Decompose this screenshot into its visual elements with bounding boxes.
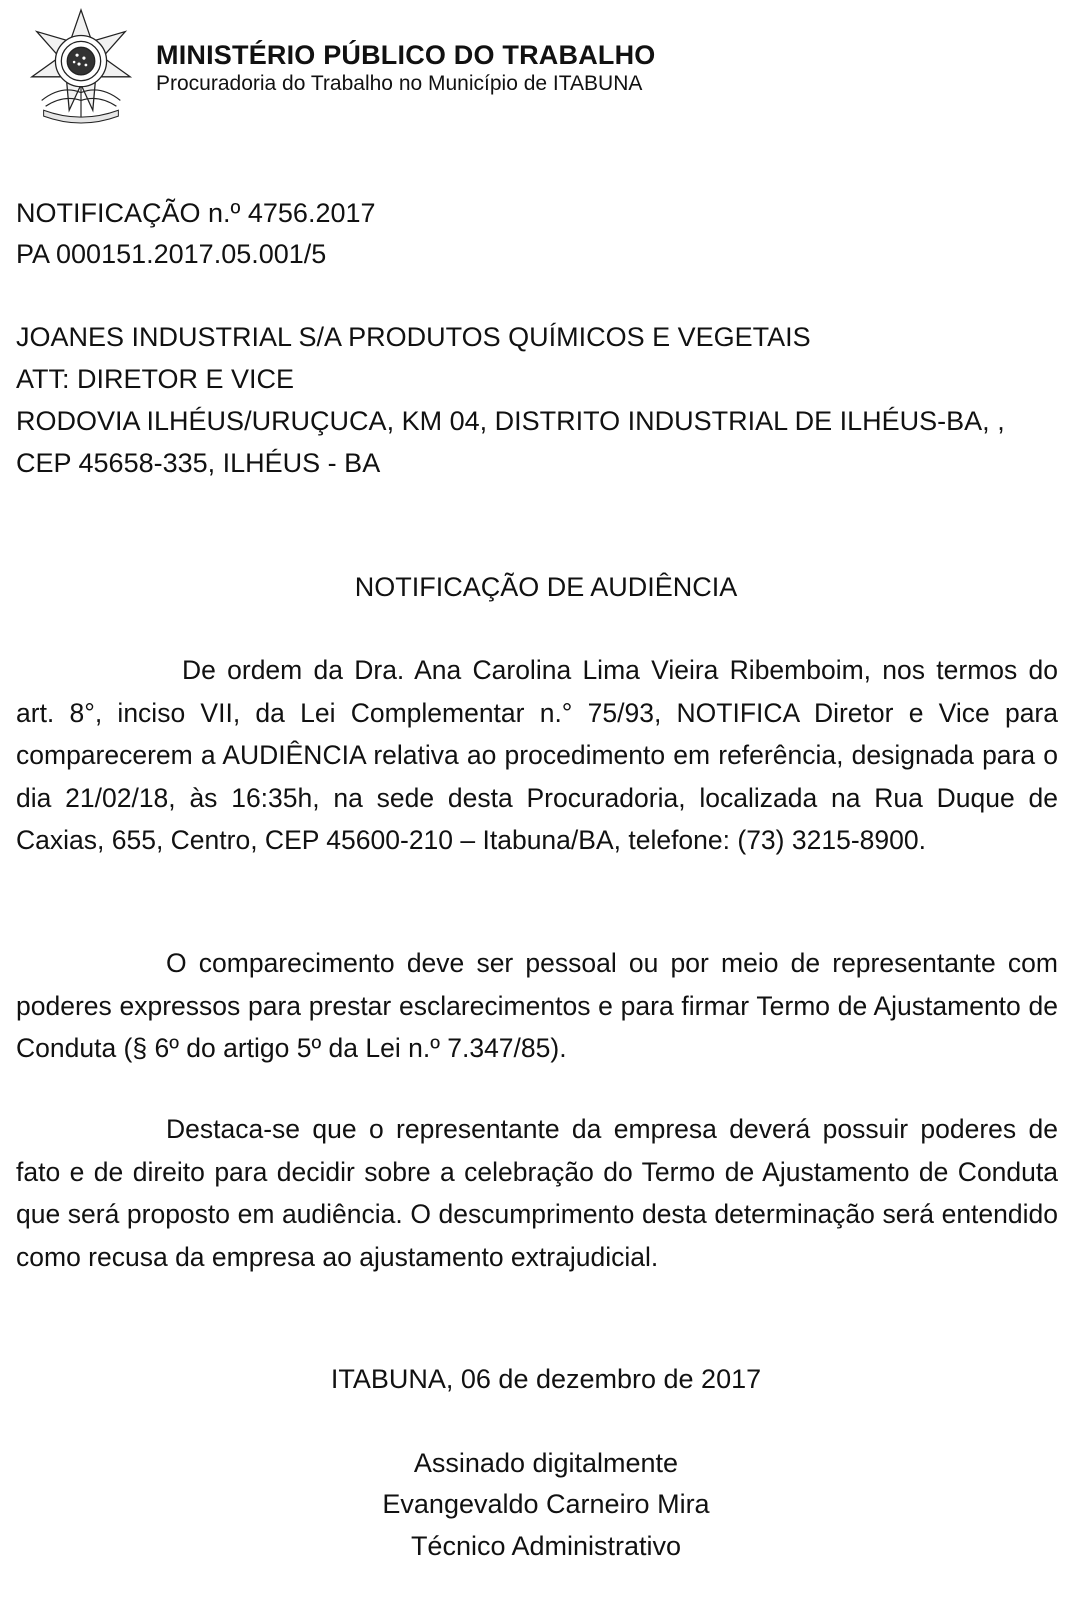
signer-role: Técnico Administrativo xyxy=(410,1531,682,1561)
procedure-number: PA 000151.2017.05.001/5 xyxy=(16,239,327,269)
paragraph-2-text: O comparecimento deve ser pessoal ou por meio de representante com poderes expressos para prestar esclarecimentos e para firmar Termo de Ajustamento de Conduta (§ 6º do artigo 5º da Lei n.º 7.347/85). xyxy=(16,948,1058,1063)
coat-of-arms-icon xyxy=(22,6,140,124)
paragraph-3-text: Destaca-se que o representante da empresa deverá possuir poderes de fato e de direito para decidir sobre a celebração do Termo de Ajustamento de Conduta que será proposto em audiência. O descumprimento desta determinação será entendido como recusa da empresa ao ajustamento extrajudicial. xyxy=(16,1114,1058,1272)
document-title: NOTIFICAÇÃO DE AUDIÊNCIA xyxy=(354,572,738,602)
ministry-name: MINISTÉRIO PÚBLICO DO TRABALHO xyxy=(156,40,656,70)
paragraph-1-text: De ordem da Dra. Ana Carolina Lima Vieira Ribemboim, nos termos do art. 8°, inciso VII, da Lei Complementar n.° 75/93, NOTIFICA Diretor e Vice para comparecerem a AUDIÊNCIA relativa ao procedimento em referência, designada para o dia 21/02/18, às 16:35h, na sede desta Procuradoria, localizada na Rua Duque de Caxias, 655, Centro, CEP 45600-210 – Itabuna/BA, telefone: (73) 3215-8900. xyxy=(16,655,1058,855)
office-name: Procuradoria do Trabalho no Município de ITABUNA xyxy=(156,72,643,95)
place-and-date: ITABUNA, 06 de dezembro de 2017 xyxy=(330,1364,762,1394)
recipient-company: JOANES INDUSTRIAL S/A PRODUTOS QUÍMICOS E VEGETAIS xyxy=(16,322,811,352)
recipient-cep: CEP 45658-335, ILHÉUS - BA xyxy=(16,448,381,478)
body-paragraph-1 xyxy=(16,649,1058,862)
recipient-address: RODOVIA ILHÉUS/URUÇUCA, KM 04, DISTRITO INDUSTRIAL DE ILHÉUS-BA, , xyxy=(16,406,1005,436)
recipient-attention: ATT: DIRETOR E VICE xyxy=(16,364,295,394)
signature-note: Assinado digitalmente xyxy=(413,1448,679,1478)
signer-name: Evangevaldo Carneiro Mira xyxy=(382,1489,710,1519)
body-paragraph-3 xyxy=(16,1108,1058,1278)
notification-number: NOTIFICAÇÃO n.º 4756.2017 xyxy=(16,198,376,228)
document-header xyxy=(22,6,1072,124)
body-paragraph-2 xyxy=(16,942,1058,1070)
